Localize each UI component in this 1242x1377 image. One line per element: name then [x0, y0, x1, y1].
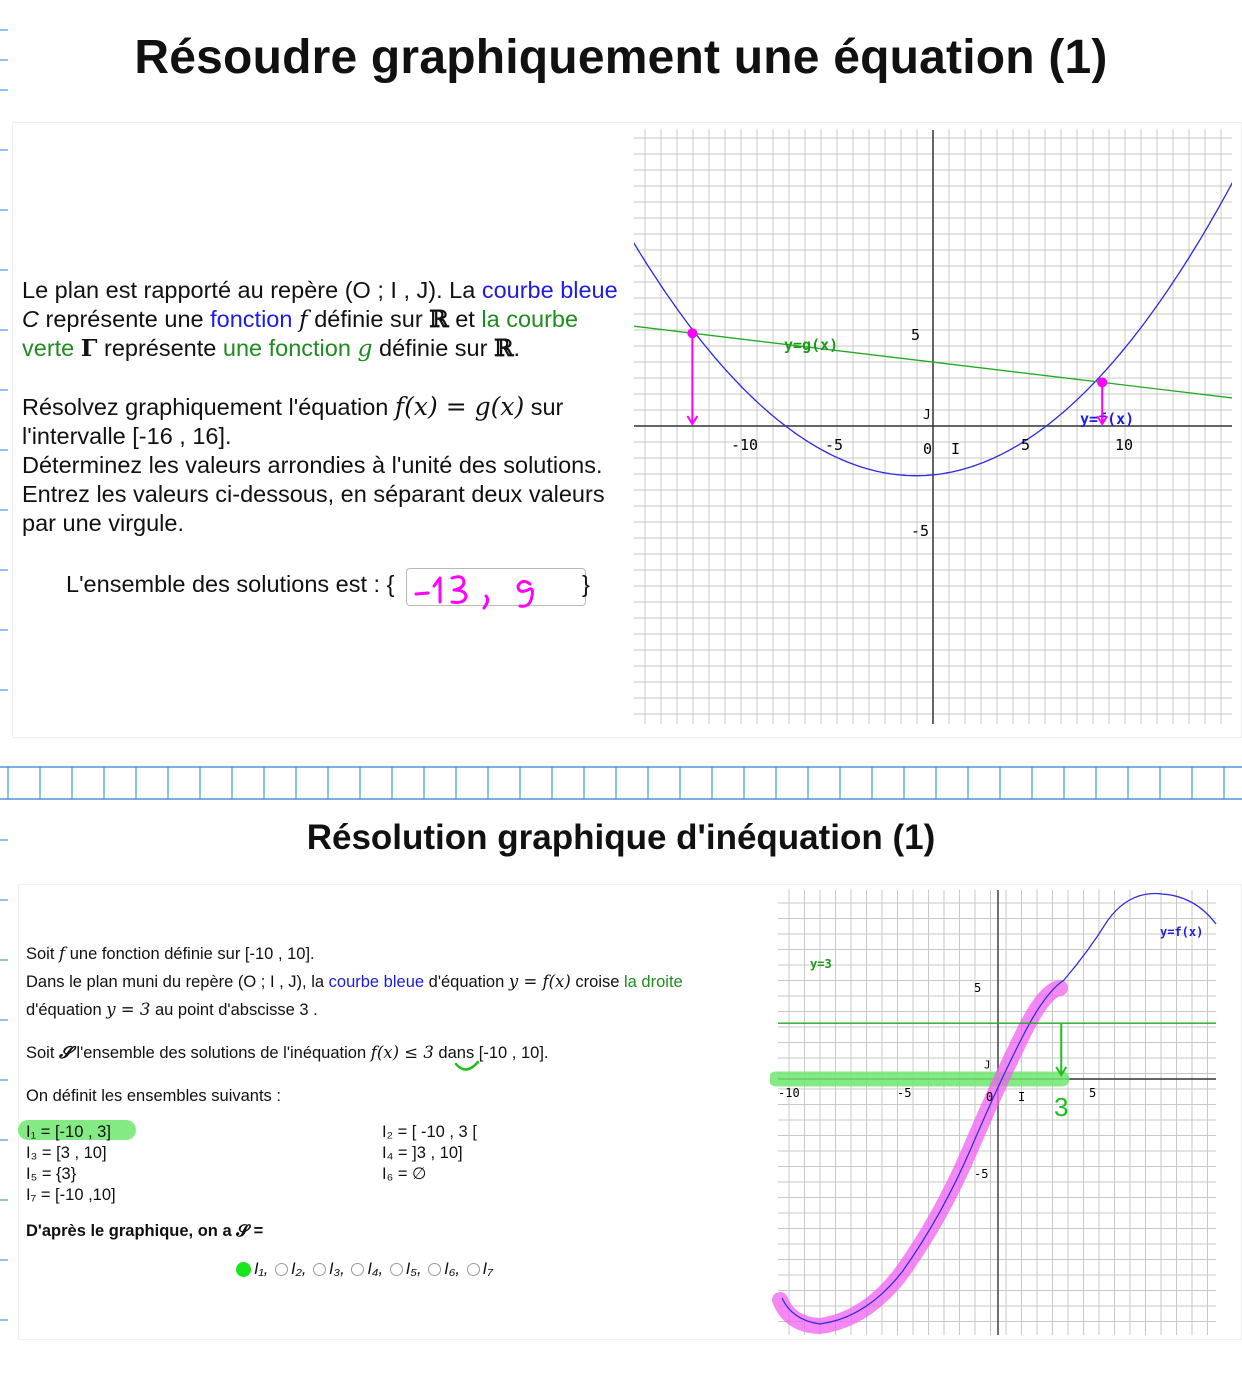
- tick-label: -5: [974, 1167, 989, 1181]
- text: représente: [97, 335, 223, 361]
- set-i7: I₇ = [-10 ,10]: [26, 1186, 116, 1204]
- exercise2-line1: [26, 940, 746, 968]
- text: Dans le plan muni du repère (O ; I , J), la: [26, 973, 329, 991]
- text: croise: [570, 973, 624, 991]
- text: définie sur: [307, 306, 430, 332]
- text: d'équation: [424, 973, 509, 991]
- math-f: f: [59, 944, 66, 963]
- label-f: y=f(x): [1160, 925, 1204, 939]
- handwritten-3: 3: [1054, 1092, 1069, 1122]
- option-label: I₅,: [405, 1260, 422, 1278]
- inequation: f(x) ≤ 3: [370, 1043, 434, 1062]
- radio-option-4[interactable]: [349, 1260, 383, 1278]
- exercise2-statement: [26, 940, 746, 1110]
- math-f: f: [298, 305, 308, 333]
- tick-label: 5: [974, 981, 982, 995]
- exercise2-graph: [770, 880, 1220, 1340]
- exercise1-para3: Déterminez les valeurs arrondies à l'unité des solutions.: [22, 452, 603, 478]
- green-curve-label: la courbe verte: [22, 306, 579, 361]
- exercise1-para4: Entrez les valeurs ci-dessous, en séparant deux valeurs par une virgule.: [22, 481, 605, 536]
- blue-curve-label: courbe bleue: [481, 277, 618, 303]
- set-i4: I₄ = ]3 , 10]: [382, 1144, 463, 1162]
- text: l'ensemble des solutions de l'inéquation: [71, 1044, 371, 1062]
- exercise2-line3: [26, 1039, 746, 1067]
- option-label: I₇: [482, 1260, 493, 1278]
- text: Le plan est rapporté au repère (O ; I , J). La: [22, 277, 482, 303]
- exercise1-para1: [22, 276, 634, 363]
- section-title: Résolution graphique d'inéquation (1): [306, 818, 936, 857]
- text: et: [448, 306, 482, 332]
- tick-label: -10: [778, 1086, 800, 1100]
- text: dans [-10 , 10].: [433, 1044, 549, 1062]
- tick-label: I: [951, 440, 961, 458]
- curve-gamma: Γ: [80, 334, 98, 362]
- answer-suffix: }: [582, 571, 590, 597]
- text: définie sur: [372, 335, 494, 361]
- equation: f(x) = g(x): [394, 392, 525, 421]
- equation: y = f(x): [508, 972, 571, 991]
- handwritten-underline: [452, 1058, 482, 1078]
- text: sur: [524, 394, 564, 420]
- set-S: 𝓢: [59, 1043, 72, 1062]
- tick-label: I: [1018, 1090, 1026, 1104]
- tick-label: 5: [1021, 436, 1031, 454]
- option-label: I₁,: [254, 1260, 269, 1278]
- tick-label: -5: [825, 436, 844, 454]
- tick-label: J: [923, 408, 931, 424]
- tick-label: 10: [1115, 436, 1134, 454]
- green-fonction-word: une fonction: [222, 335, 351, 361]
- exercise1-graph: [634, 130, 1232, 724]
- text: Soit: [26, 1044, 60, 1062]
- option-label: I₄,: [367, 1260, 384, 1278]
- radio-option-6[interactable]: [426, 1260, 460, 1278]
- text: au point d'abscisse 3 .: [150, 1001, 318, 1019]
- set-i6: I₆ = ∅: [382, 1165, 427, 1183]
- text: représente une: [38, 306, 211, 332]
- math-g: g: [357, 334, 373, 362]
- text: Résolvez graphiquement l'équation: [22, 394, 395, 420]
- equation: y = 3: [106, 1000, 151, 1019]
- label-f: y=f(x): [1080, 410, 1135, 428]
- tick-label: 0: [923, 440, 933, 458]
- radio-button[interactable]: [275, 1263, 288, 1276]
- set-i3: I₃ = [3 , 10]: [26, 1144, 107, 1162]
- page-title: Résoudre graphiquement une équation (1): [134, 31, 1108, 84]
- tick-label: -5: [897, 1086, 912, 1100]
- sets-left-column: [26, 1122, 116, 1206]
- radio-option-7[interactable]: [465, 1260, 493, 1278]
- tick-label: 5: [1089, 1086, 1097, 1100]
- notebook-separator-grid: [0, 755, 1242, 803]
- exercise1-para2: [22, 392, 634, 451]
- exercise1-statement: [22, 276, 634, 538]
- option-label: I₆,: [444, 1260, 460, 1278]
- handwritten-answer: [406, 566, 566, 616]
- radio-option-1[interactable]: [234, 1260, 268, 1278]
- radio-button[interactable]: [428, 1263, 441, 1276]
- label-line: y=3: [810, 957, 832, 971]
- reals-symbol: ℝ: [429, 305, 449, 333]
- tick-label: 0: [986, 1090, 994, 1104]
- question-prompt: D'après le graphique, on a 𝓢 =: [26, 1222, 264, 1240]
- set-i1: I₁ = [-10 , 3]: [26, 1123, 111, 1141]
- tick-label: -5: [911, 522, 930, 540]
- radio-button[interactable]: [236, 1262, 251, 1277]
- text: une fonction définie sur [-10 , 10].: [65, 945, 315, 963]
- option-label: I₃,: [329, 1260, 345, 1278]
- answer-radio-group: [234, 1260, 493, 1279]
- radio-button[interactable]: [467, 1263, 480, 1276]
- curve-C: C: [22, 306, 39, 332]
- set-i5: I₅ = {3}: [26, 1165, 77, 1183]
- exercise2-line4: On définit les ensembles suivants :: [26, 1087, 281, 1105]
- notebook-margin-ticks: [0, 0, 10, 1377]
- tick-label: -10: [731, 436, 759, 454]
- text: .: [513, 335, 521, 361]
- label-g: y=g(x): [784, 336, 839, 354]
- fonction-word: fonction: [210, 306, 293, 332]
- sets-right-column: [382, 1122, 477, 1185]
- radio-option-3[interactable]: [311, 1260, 345, 1278]
- reals-symbol: ℝ: [493, 334, 514, 362]
- option-label: I₂,: [290, 1260, 307, 1278]
- text: d'équation: [26, 1001, 107, 1019]
- tick-label: J: [984, 1058, 991, 1072]
- radio-button[interactable]: [351, 1263, 364, 1276]
- exercise2-line2: [26, 968, 746, 1024]
- tick-label: 5: [911, 326, 921, 344]
- answer-prefix: L'ensemble des solutions est : {: [66, 571, 395, 597]
- radio-option-5[interactable]: [388, 1260, 422, 1278]
- radio-button[interactable]: [390, 1263, 403, 1276]
- green-line-label: la droite: [624, 973, 683, 991]
- blue-curve-label: courbe bleue: [328, 973, 425, 991]
- set-i2: I₂ = [ -10 , 3 [: [382, 1123, 477, 1141]
- radio-button[interactable]: [313, 1263, 326, 1276]
- text: Soit: [26, 945, 60, 963]
- interval-text: l'intervalle [-16 , 16].: [22, 423, 232, 449]
- radio-option-2[interactable]: [273, 1260, 306, 1278]
